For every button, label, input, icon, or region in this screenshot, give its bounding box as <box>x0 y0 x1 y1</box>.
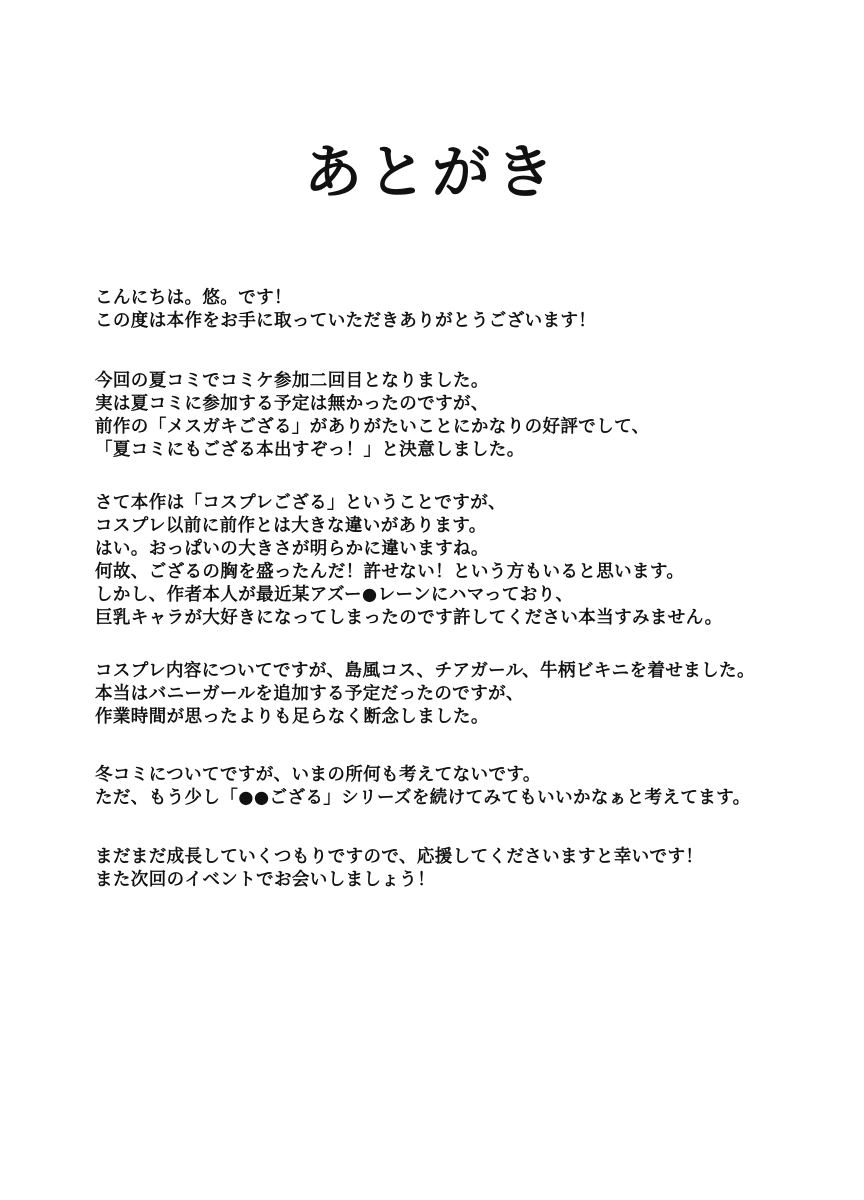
text-line: 冬コミについてですが、いまの所何も考えてないです。 <box>95 765 541 785</box>
text-line: 作業時間が思ったよりも足らなく断念しました。 <box>95 707 489 727</box>
paragraph-event <box>95 370 855 462</box>
text-line: 前作の「メスガキござる」がありがたいことにかなりの好評でして、 <box>95 417 650 437</box>
text-line: 「夏コミにもござる本出すぞっ！」と決意しました。 <box>95 440 525 460</box>
text-line: しかし、作者本人が最近某アズー●レーンにハマっており、 <box>95 585 574 605</box>
text-line: コスプレ内容についてですが、島風コス、チアガール、牛柄ビキニを着せました。 <box>95 661 755 681</box>
text-line: 巨乳キャラが大好きになってしまったのです許してください本当すみません。 <box>95 608 723 628</box>
text-line: 今回の夏コミでコミケ参加二回目となりました。 <box>95 371 489 391</box>
paragraph-greeting <box>95 287 855 333</box>
text-line: コスプレ以前に前作とは大きな違いがあります。 <box>95 516 487 536</box>
text-line: こんにちは。悠。です！ <box>95 288 292 308</box>
text-line: 本当はバニーガールを追加する予定だったのですが、 <box>95 684 524 704</box>
text-line: 実は夏コミに参加する予定は無かったのですが、 <box>95 394 489 414</box>
paragraph-cosplay <box>95 660 855 729</box>
text-line: 何故、ござるの胸を盛ったんだ！許せない！という方もいると思います。 <box>95 562 685 582</box>
paragraph-changes <box>95 492 855 630</box>
text-line: この度は本作をお手に取っていただきありがとうございます！ <box>95 311 597 331</box>
paragraph-winter <box>95 764 855 810</box>
text-line: さて本作は「コスプレござる」ということですが、 <box>95 493 506 513</box>
text-line: はい。おっぱいの大きさが明らかに違いますね。 <box>95 539 489 559</box>
page-title: あとがき <box>303 137 560 206</box>
text-line: また次回のイベントでお会いしましょう！ <box>95 870 436 890</box>
text-line: まだまだ成長していくつもりですので、応援してくださいますと幸いです！ <box>95 847 704 867</box>
paragraph-closing <box>95 846 855 892</box>
text-line: ただ、もう少し「●●ござる」シリーズを続けてみてもいいかなぁと考えてます。 <box>95 788 751 808</box>
